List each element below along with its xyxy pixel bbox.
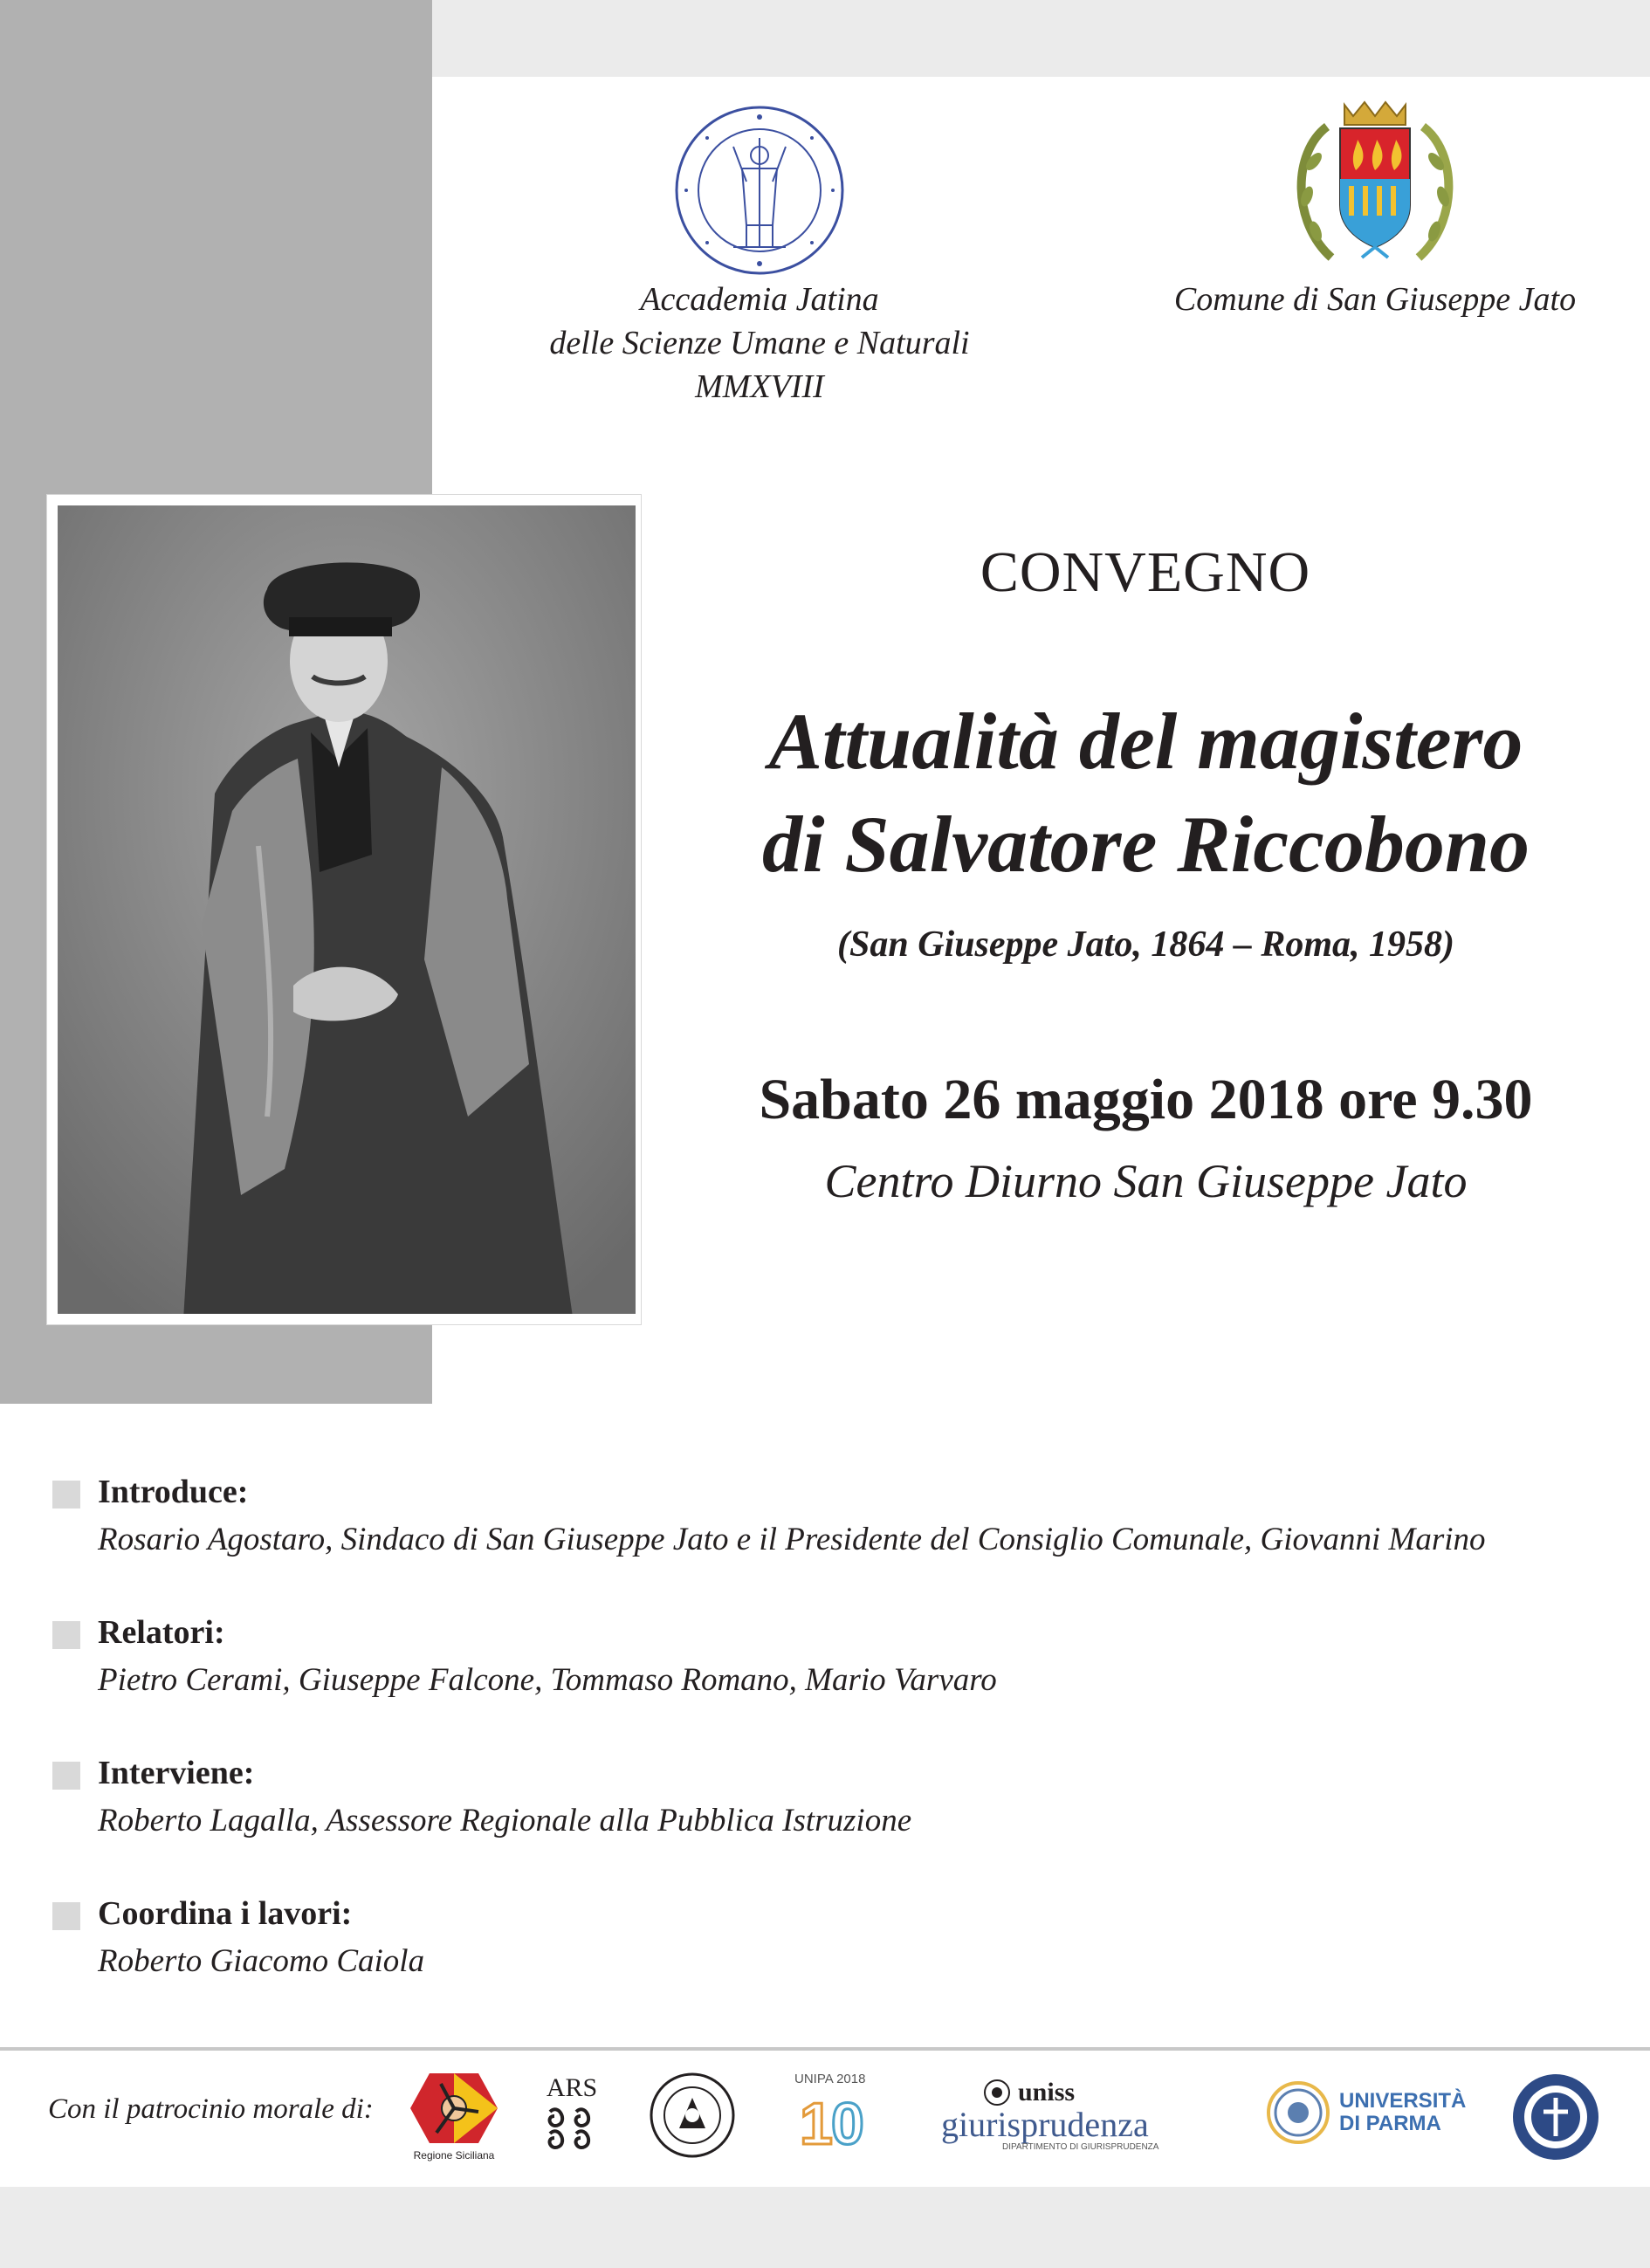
lateranense-seal-icon (1510, 2072, 1601, 2162)
event-subtitle: (San Giuseppe Jato, 1864 – Roma, 1958) (836, 924, 1455, 965)
event-type: CONVEGNO (980, 540, 1311, 604)
event-datetime: Sabato 26 maggio 2018 ore 9.30 (759, 1068, 1533, 1131)
program-value: Rosario Agostaro, Sindaco di San Giuseppe Jato e il Presidente del Consiglio Comunale, Giovanni Marino (98, 1522, 1486, 1557)
universita-parma-logo (1266, 2078, 1475, 2148)
patronage-label: Con il patrocinio morale di: (48, 2093, 374, 2125)
uniss-giurisprudenza-logo (941, 2078, 1203, 2156)
svg-text:1: 1 (800, 2091, 833, 2152)
accademia-name (493, 278, 1026, 409)
program-value: Roberto Lagalla, Assessore Regionale alla Pubblica Istruzione (98, 1803, 912, 1838)
patronage-divider (0, 2047, 1650, 2051)
program-label: Relatori: (98, 1614, 225, 1651)
program-label: Interviene: (98, 1755, 255, 1791)
comune-name: Comune di San Giuseppe Jato (1173, 281, 1577, 318)
portrait-photo (58, 505, 636, 1314)
program-bullet (52, 1621, 80, 1649)
program-value: Pietro Cerami, Giuseppe Falcone, Tommaso Romano, Mario Varvaro (98, 1662, 997, 1698)
parma-label-line2: DI PARMA (1339, 2112, 1441, 2135)
program-value: Roberto Giacomo Caiola (98, 1943, 425, 1979)
program-bullet (52, 1762, 80, 1790)
accademia-seal-icon (672, 103, 847, 278)
program-bullet (52, 1481, 80, 1509)
accademia-name-line1: Accademia Jatina (640, 281, 879, 318)
regione-siciliana-label: Regione Siciliana (413, 2149, 495, 2161)
program-label: Introduce: (98, 1474, 249, 1510)
svg-text:0: 0 (831, 2091, 864, 2152)
ars-label: ARS (546, 2073, 598, 2102)
parma-seal-icon (1266, 2080, 1330, 2145)
regione-siciliana-logo (410, 2073, 498, 2161)
parma-label-line1: UNIVERSITÀ (1339, 2089, 1467, 2113)
bottom-band (0, 2187, 1650, 2268)
ars-logo (541, 2073, 602, 2161)
accademia-name-line2: delle Scienze Umane e Naturali (549, 325, 970, 361)
comune-coat-of-arms-icon (1288, 92, 1462, 271)
event-title-line2: di Salvatore Riccobono (761, 800, 1530, 889)
program-bullet (52, 1902, 80, 1930)
program-label: Coordina i lavori: (98, 1895, 353, 1932)
event-venue: Centro Diurno San Giuseppe Jato (824, 1155, 1468, 1207)
accademia-name-line3: MMXVIII (695, 368, 824, 405)
uniss-seal-icon (983, 2079, 1011, 2106)
uniss-label: uniss (1018, 2078, 1076, 2106)
event-title-line1: Attualità del magistero (768, 697, 1523, 786)
event-title (646, 690, 1646, 896)
unipa-seal-icon (649, 2072, 736, 2159)
unipa-2018-logo (794, 2072, 890, 2159)
uniss-giurisprudenza-label: giurisprudenza (941, 2105, 1149, 2144)
unipa-2018-label: UNIPA 2018 (794, 2072, 866, 2086)
uniss-department-label: DIPARTIMENTO DI GIURISPRUDENZA (1002, 2142, 1159, 2152)
